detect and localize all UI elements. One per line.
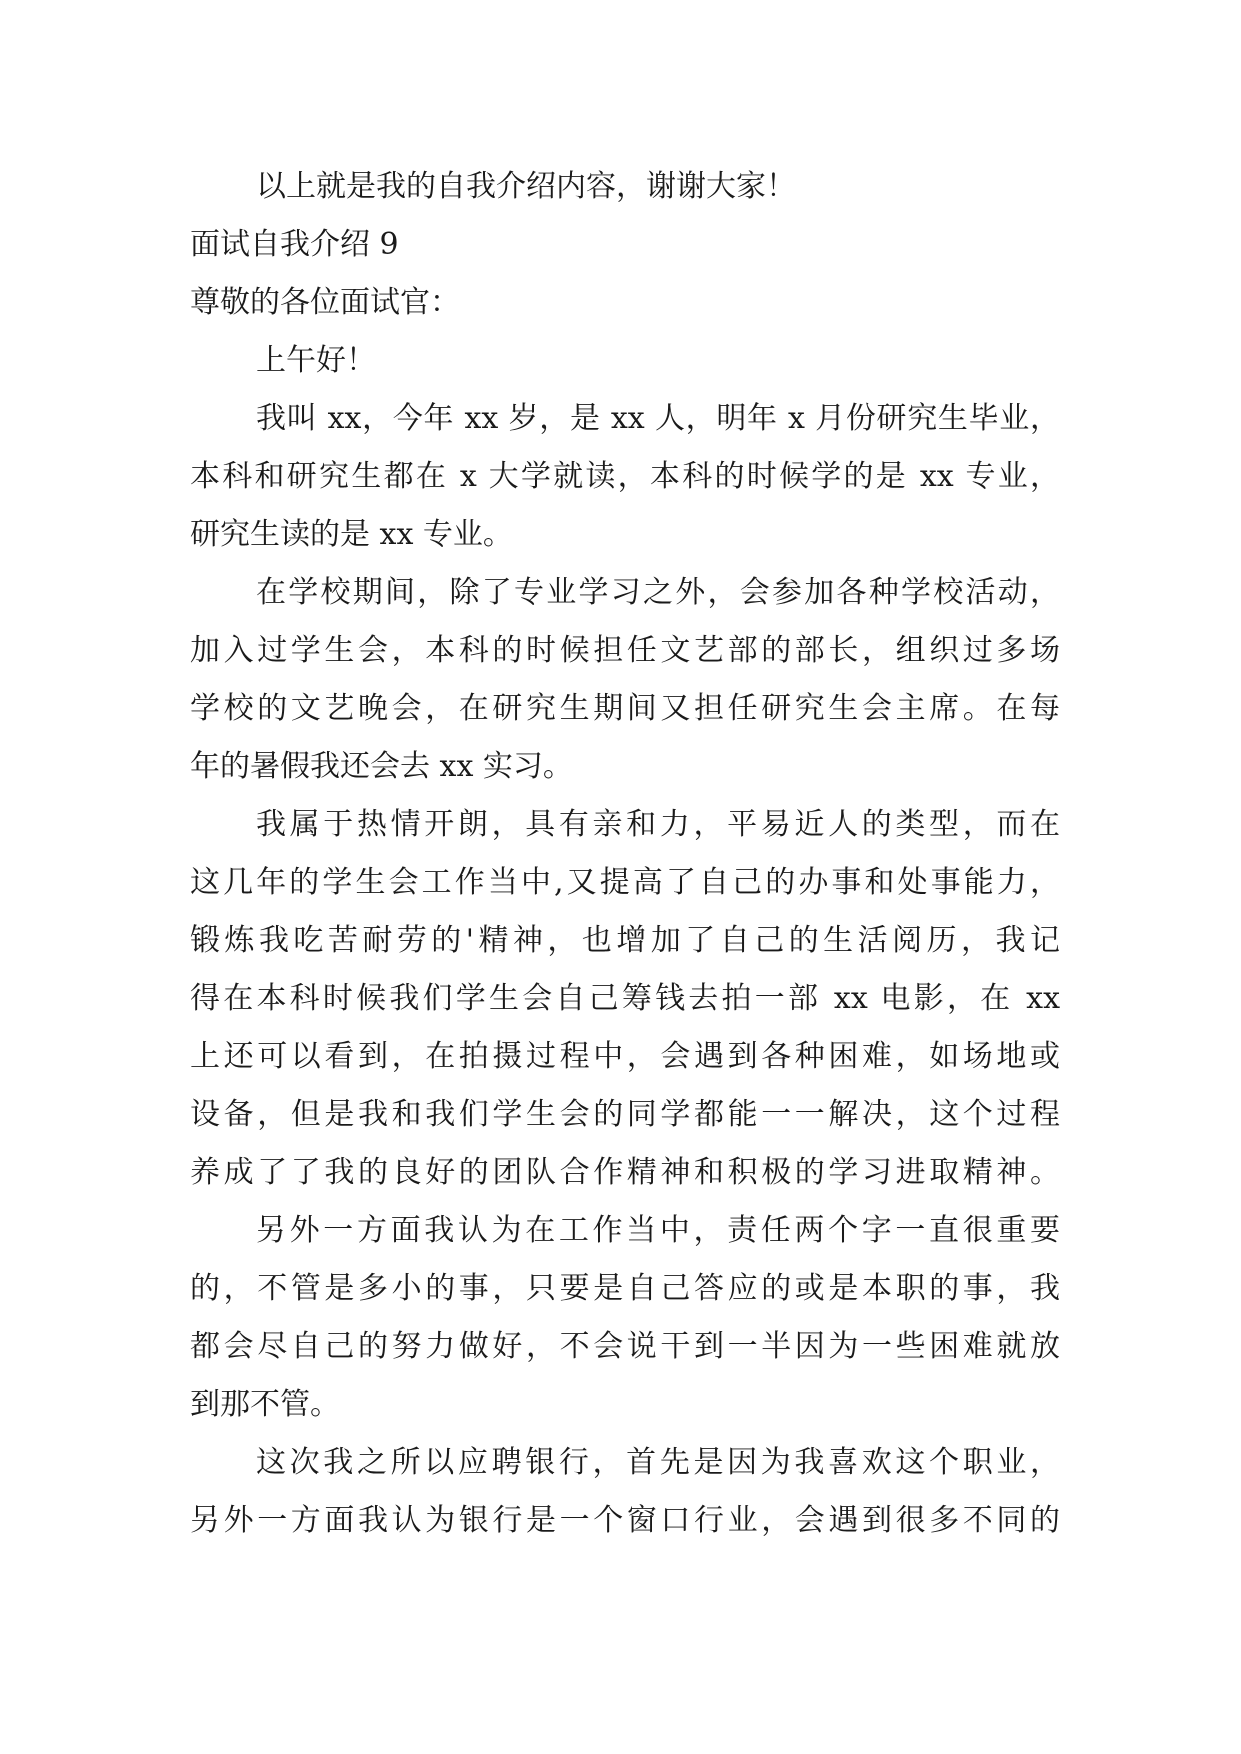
document-page — [190, 158, 1060, 1550]
paragraph-line: 加入过学生会，本科的时候担任文艺部的部长，组织过多场 — [190, 633, 1060, 668]
paragraph-line: 年的暑假我还会去 xx 实习。 — [190, 749, 573, 784]
closing-line: 以上就是我的自我介绍内容，谢谢大家！ — [256, 169, 796, 204]
paragraph-line: 在学校期间，除了专业学习之外，会参加各种学校活动， — [256, 575, 1060, 610]
paragraph-line: 本科和研究生都在 x 大学就读，本科的时候学的是 xx 专业， — [190, 459, 1060, 494]
paragraph-line: 另外一方面我认为在工作当中，责任两个字一直很重要 — [256, 1213, 1060, 1248]
paragraph-line: 的，不管是多小的事，只要是自己答应的或是本职的事，我 — [190, 1271, 1060, 1306]
section-title: 面试自我介绍 9 — [190, 227, 399, 262]
paragraph-line: 我叫 xx，今年 xx 岁，是 xx 人，明年 x 月份研究生毕业， — [256, 401, 1060, 436]
salutation: 尊敬的各位面试官： — [190, 285, 460, 320]
paragraph-line: 到那不管。 — [190, 1387, 340, 1422]
paragraph-line: 另外一方面我认为银行是一个窗口行业，会遇到很多不同的 — [190, 1503, 1060, 1538]
paragraph-line: 都会尽自己的努力做好，不会说干到一半因为一些困难就放 — [190, 1329, 1060, 1364]
paragraph-line: 学校的文艺晚会，在研究生期间又担任研究生会主席。在每 — [190, 691, 1060, 726]
greeting: 上午好！ — [256, 343, 376, 378]
paragraph-line: 上还可以看到，在拍摄过程中，会遇到各种困难，如场地或 — [190, 1039, 1060, 1074]
paragraph-line: 这次我之所以应聘银行，首先是因为我喜欢这个职业， — [256, 1445, 1060, 1480]
paragraph-line: 得在本科时候我们学生会自己筹钱去拍一部 xx 电影，在 xx — [190, 981, 1060, 1016]
paragraph-line: 锻炼我吃苦耐劳的'精神，也增加了自己的生活阅历，我记 — [190, 923, 1060, 958]
paragraph-line: 设备，但是我和我们学生会的同学都能一一解决，这个过程 — [190, 1097, 1060, 1132]
paragraph-line: 养成了了我的良好的团队合作精神和积极的学习进取精神。 — [190, 1155, 1060, 1190]
paragraph-line: 研究生读的是 xx 专业。 — [190, 517, 513, 552]
paragraph-line: 我属于热情开朗，具有亲和力，平易近人的类型，而在 — [256, 807, 1060, 842]
paragraph-line: 这几年的学生会工作当中,又提高了自己的办事和处事能力， — [190, 865, 1060, 900]
